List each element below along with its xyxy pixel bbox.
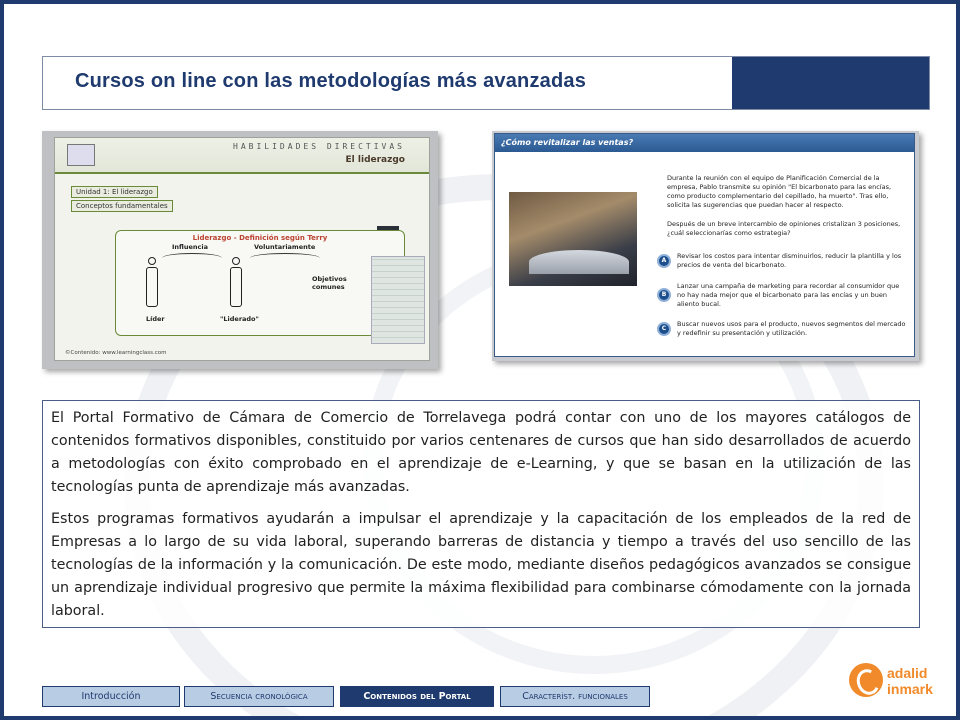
voluntary-label: Voluntariamente [254, 243, 316, 251]
course-footer: ©Contenido: www.learningclass.com [65, 350, 167, 356]
course-header-top: HABILIDADES DIRECTIVAS [233, 142, 405, 151]
building-illustration [371, 256, 425, 344]
option-c-button[interactable]: C [657, 322, 671, 336]
section-tag: Conceptos fundamentales [71, 200, 173, 212]
description-paragraph-1: El Portal Formativo de Cámara de Comercio de Torrelavega podrá contar con uno de los mayores catálogos de contenidos formativos disponibles, constituido por varios centenares de cursos que han sido desarrollados de acuerdo a metodologías con éxito comprobado en el aprendizaje de e-Learning, y que se basan en la utilización de las tecnologías punta de aprendizaje más avanzadas. [51, 410, 911, 495]
follower-figure-icon [228, 257, 244, 309]
title-bar [42, 56, 930, 110]
goals-label: Objetivos comunes [312, 275, 347, 291]
influence-arrow-icon [162, 253, 222, 263]
option-b-text: Lanzar una campaña de marketing para recordar al consumidor que no hay nada mejor que el bicarbonato para las encías y un buen aliento bucal. [677, 282, 900, 308]
description-paragraph-2: Estos programas formativos ayudarán a impulsar el aprendizaje y la capacitación de los empleados de la red de Empresas a lo largo de su vida laboral, superando barreras de distancia y tiempo a través del uso sencillo de las tecnologías de la información y la comunicación. De este modo, mediante diseños pedagógicos avanzados se consigue un aprendizaje individual progresivo que permite la máxima flexibilidad para combinarse cómodamente con la jornada laboral. [51, 511, 911, 619]
diagram-title: Liderazgo - Definición según Terry [192, 234, 328, 242]
case-question: Después de un breve intercambio de opiniones cristalizan 3 posiciones, ¿cuál seleccionarías como estrategia? [667, 220, 901, 237]
description-box [42, 400, 920, 628]
course-header-bottom: El liderazgo [345, 155, 405, 165]
logo-text-2: inmark [887, 681, 933, 697]
case-intro: Durante la reunión con el equipo de Planificación Comercial de la empresa, Pablo transmite su opinión "El bicarbonato para las encías, como producto complementario del cepillado, ha muerto". Tras ello, solicita las sugerencias que puedan hacer al respecto. [667, 174, 892, 209]
leader-label: Líder [146, 315, 165, 323]
title-accent [732, 57, 929, 109]
course-logo-icon [67, 144, 95, 166]
influence-label: Influencia [172, 243, 208, 251]
option-c-text: Buscar nuevos usos para el producto, nuevos segmentos del mercado y redefinir su presentación y utilización. [677, 320, 906, 337]
nav-introduccion[interactable]: Introducción [42, 686, 180, 707]
adalid-logo-icon [849, 663, 883, 697]
meeting-photo [509, 192, 637, 286]
option-b-button[interactable]: B [657, 288, 671, 302]
leader-figure-icon [144, 257, 160, 309]
case-header: ¿Cómo revitalizar las ventas? [495, 134, 914, 152]
voluntary-arrow-icon [250, 253, 320, 263]
definition-diagram [115, 230, 405, 336]
led-label: "Liderado" [220, 315, 259, 323]
course-header [55, 138, 429, 174]
nav-secuencia[interactable]: Secuencia cronológica [184, 686, 334, 707]
course-screenshot-leadership [42, 131, 438, 369]
nav-contenidos[interactable]: Contenidos del Portal [340, 686, 494, 707]
course-screenshot-sales [492, 131, 919, 361]
unit-tag: Unidad 1: El liderazgo [71, 186, 158, 198]
logo-text-1: adalid [887, 665, 928, 681]
nav-caracteristicas[interactable]: Característ. funcionales [500, 686, 650, 707]
option-a-text: Revisar los costos para intentar disminuirlos, reducir la plantilla y los precios de venta del bicarbonato. [677, 252, 902, 269]
page-title: Cursos on line con las metodologías más avanzadas [75, 70, 587, 92]
option-a-button[interactable]: A [657, 254, 671, 268]
